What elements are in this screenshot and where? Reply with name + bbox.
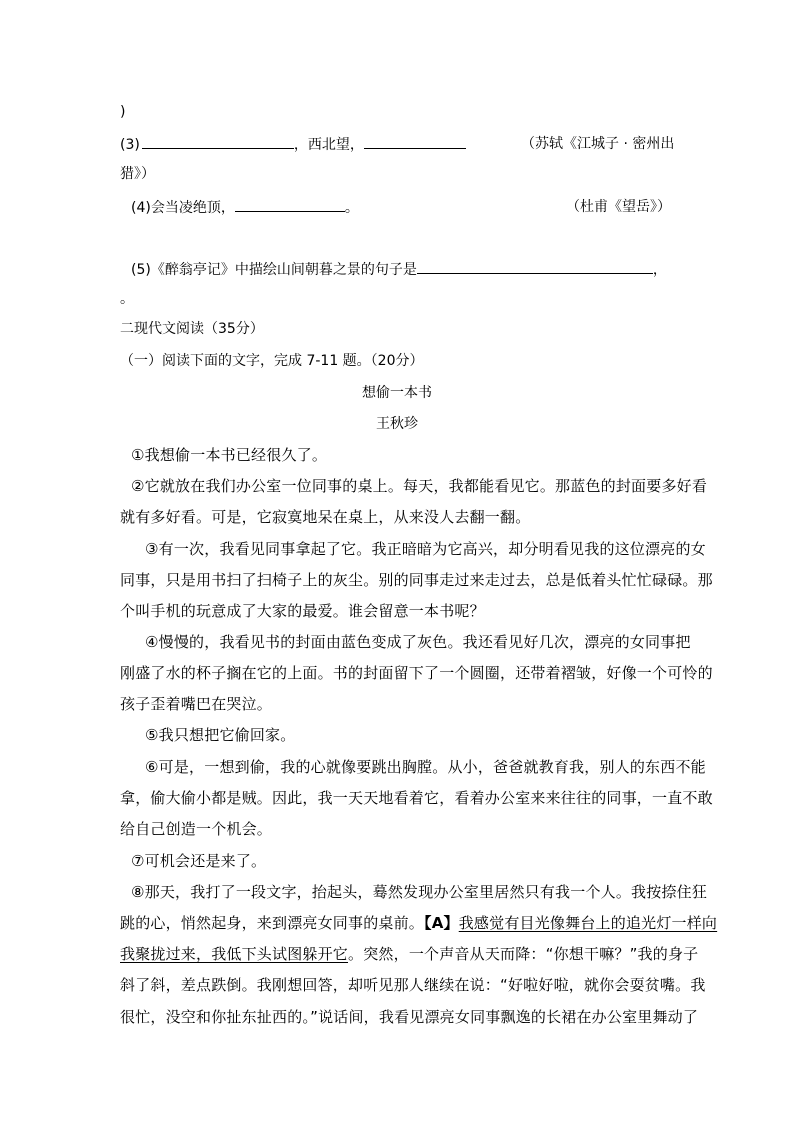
article-title: 想偷一本书: [362, 385, 432, 401]
answer-blank[interactable]: [364, 135, 466, 149]
paragraph-8-line-5: 很忙，没空和你扯东扯西的。”说话间，我看见漂亮女同事飘逸的长裙在办公室里舞动了: [120, 1008, 699, 1026]
item-5-comma: ，: [652, 262, 667, 278]
item-4-source: （杜甫《望岳》）: [566, 199, 671, 215]
answer-blank[interactable]: [142, 135, 294, 149]
article-author: 王秋珍: [376, 416, 418, 432]
paragraph-4-line-2: 刚盛了水的杯子搁在它的上面。书的封面留下了一个圆圈，还带着褶皱，好像一个可怜的: [120, 664, 713, 682]
item-4-end: 。: [344, 200, 359, 216]
paragraph-8-line-1: ⑧那天，我打了一段文字，抬起头，蓦然发现办公室里居然只有我一个人。我按捺住狂: [131, 883, 708, 901]
paragraph-8-text: 。突然，一个声音从天而降：“你想干嘛？”我的身子: [348, 945, 699, 963]
item-4: [131, 198, 359, 217]
item-3-number: (3): [120, 137, 140, 153]
item-3-source-cont: 猎》）: [120, 166, 155, 182]
item-3: [120, 135, 466, 154]
paragraph-3-line-3: 个叫手机的玩意成了大家的最爱。谁会留意一本书呢？: [120, 602, 485, 620]
paragraph-5: ⑤我只想把它偷回家。: [145, 726, 296, 744]
underlined-sentence: 我感觉有目光像舞台上的追光灯一样向: [458, 914, 718, 932]
paragraph-3-line-2: 同事，只是用书扫了扫椅子上的灰尘。别的同事走过来走过去，总是低着头忙忙碌碌。那: [120, 571, 713, 589]
paragraph-8-line-4: 斜了斜，差点跌倒。我刚想回答，却听见那人继续在说：“好啦好啦，就你会耍贫嘴。我: [120, 976, 706, 994]
item-5: [131, 260, 667, 279]
paragraph-8-line-3: [120, 945, 698, 963]
paragraph-8-line-2: [120, 914, 717, 932]
item-3-source: （苏轼《江城子 · 密州出: [521, 136, 675, 152]
underlined-sentence: 我聚拢过来，我低下头试图躲开它: [120, 945, 349, 963]
paragraph-6-line-3: 给自己创造一个机会。: [120, 820, 273, 838]
answer-blank[interactable]: [417, 260, 653, 274]
section-subheading: （一）阅读下面的文字，完成 7-11 题。（20分）: [120, 353, 424, 369]
paragraph-2-line-2: 就有多好看。可是，它寂寞地呆在桌上，从来没人去翻一翻。: [120, 508, 531, 526]
item-5-text: (5)《醉翁亭记》中描绘山间朝暮之景的句子是: [131, 262, 417, 278]
paragraph-4-line-1: ④慢慢的，我看见书的封面由蓝色变成了灰色。我还看见好几次，漂亮的女同事把: [145, 633, 691, 651]
annotation-marker-a: 【A】: [424, 914, 459, 932]
paragraph-3-line-1: ③有一次，我看见同事拿起了它。我正暗暗为它高兴，却分明看见我的这位漂亮的女: [145, 540, 706, 558]
item-5-end: 。: [120, 291, 134, 307]
paragraph-2-line-1: ②它就放在我们办公室一位同事的桌上。每天，我都能看见它。那蓝色的封面要多好看: [131, 477, 708, 495]
paragraph-6-line-2: 拿，偷大偷小都是贼。因此，我一天天地看着它，看着办公室来来往往的同事，一直不敢: [120, 789, 713, 807]
item-3-middle: ，西北望，: [293, 137, 364, 153]
section-heading: 二现代文阅读（35分）: [120, 321, 264, 337]
paren-line: ): [120, 104, 126, 120]
paragraph-6-line-1: ⑥可是，一想到偷，我的心就像要跳出胸膛。从小，爸爸就教育我，别人的东西不能: [145, 758, 706, 776]
paragraph-7: ⑦可机会还是来了。: [131, 852, 267, 870]
paragraph-1: ①我想偷一本书已经很久了。: [131, 446, 328, 464]
paragraph-8-text: 跳的心，悄然起身，来到漂亮女同事的桌前。: [120, 914, 425, 932]
paragraph-4-line-3: 孩子歪着嘴巴在哭泣。: [120, 695, 273, 713]
item-4-text: (4)会当凌绝顶，: [131, 200, 235, 216]
answer-blank[interactable]: [235, 198, 345, 212]
